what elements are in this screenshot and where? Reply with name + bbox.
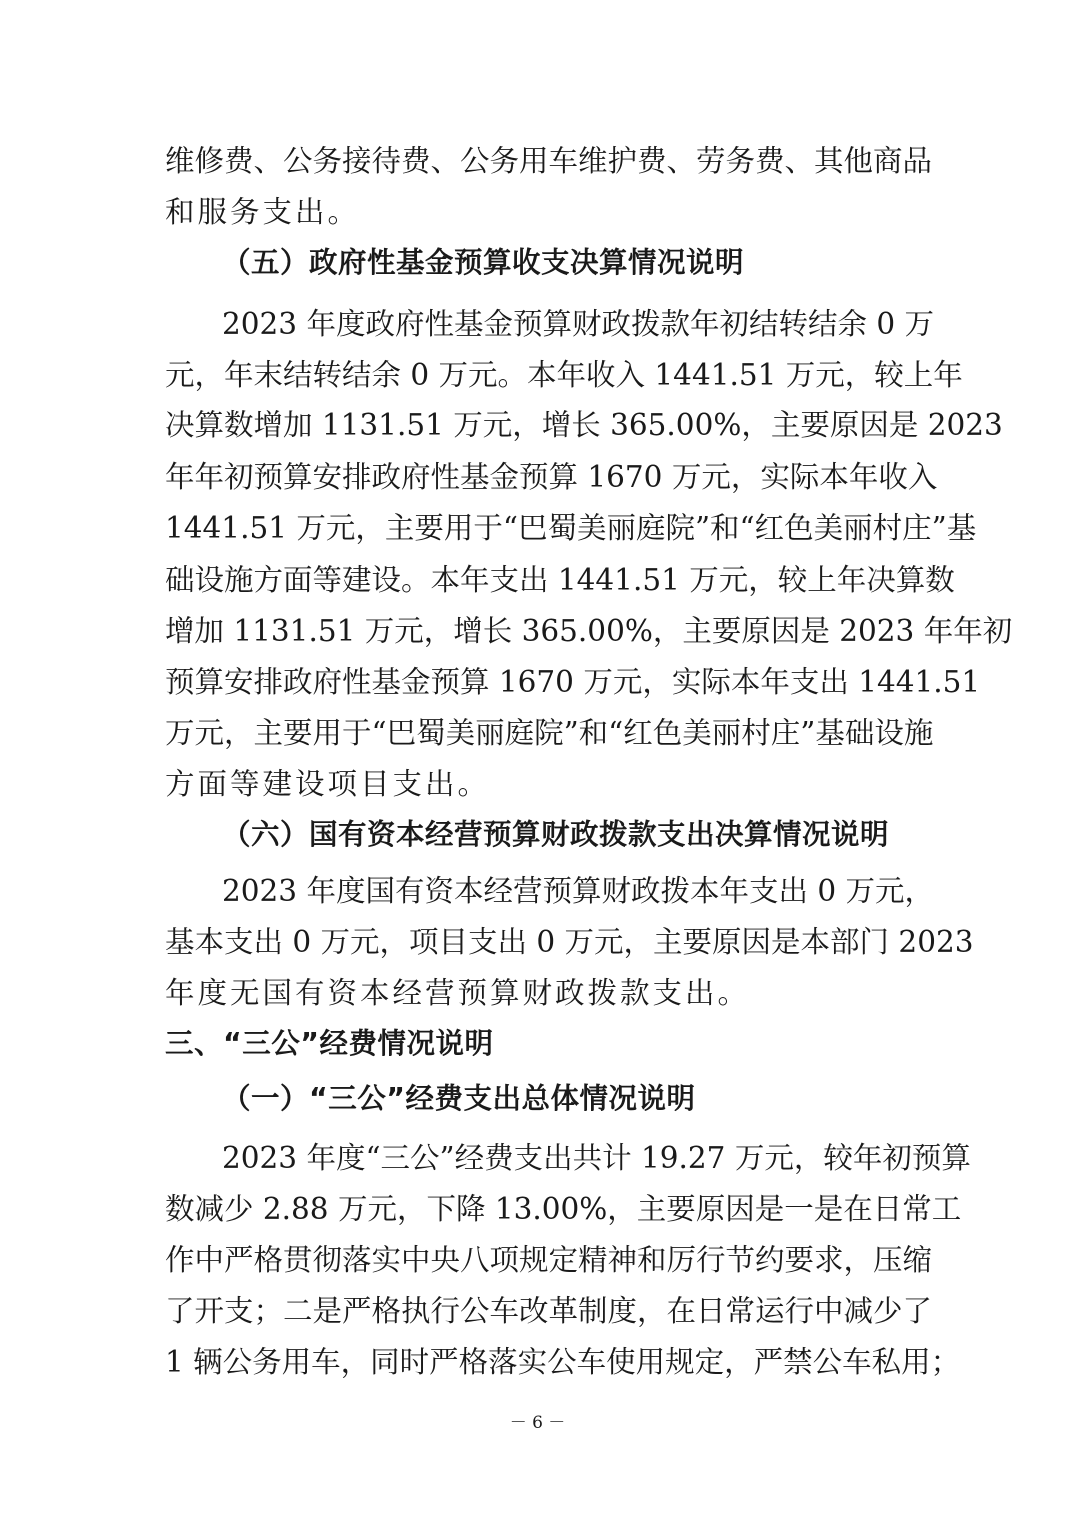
page-number: － 6 － [509, 1413, 566, 1433]
body-text-line: 基本支出 0 万元，项目支出 0 万元，主要原因是本部门 2023 [165, 925, 974, 959]
section-heading-5: （五）政府性基金预算收支决算情况说明 [222, 246, 745, 279]
body-text-line: 了开支；二是严格执行公车改革制度，在日常运行中减少了 [165, 1294, 933, 1328]
body-text-line: 数减少 2.88 万元，下降 13.00%，主要原因是一是在日常工 [165, 1192, 962, 1226]
body-text-line: 作中严格贯彻落实中央八项规定精神和厉行节约要求，压缩 [165, 1243, 933, 1277]
body-text-line: 年度无国有资本经营预算财政拨款支出。 [165, 976, 751, 1010]
body-text-line: 万元，主要用于“巴蜀美丽庭院”和“红色美丽村庄”基础设施 [165, 716, 934, 750]
body-text-line: 决算数增加 1131.51 万元，增长 365.00%，主要原因是 2023 [165, 408, 1003, 442]
body-text-line: 和服务支出。 [165, 195, 361, 229]
body-text-line: 维修费、公务接待费、公务用车维护费、劳务费、其他商品 [165, 144, 933, 178]
body-text-line: 础设施方面等建设。本年支出 1441.51 万元，较上年决算数 [165, 563, 955, 597]
body-text-line: 方面等建设项目支出。 [165, 767, 491, 801]
body-text-line: 2023 年度政府性基金预算财政拨款年初结转结余 0 万 [222, 307, 934, 341]
body-text-line: 元，年末结转结余 0 万元。本年收入 1441.51 万元，较上年 [165, 358, 963, 392]
body-text-line: 1441.51 万元，主要用于“巴蜀美丽庭院”和“红色美丽村庄”基 [165, 511, 977, 545]
body-text-line: 增加 1131.51 万元，增长 365.00%，主要原因是 2023 年年初 [165, 614, 1013, 648]
body-text-line: 2023 年度“三公”经费支出共计 19.27 万元，较年初预算 [222, 1141, 971, 1175]
section-heading-6: （六）国有资本经营预算财政拨款支出决算情况说明 [222, 818, 890, 851]
section-heading-1: （一）“三公”经费支出总体情况说明 [222, 1082, 696, 1115]
body-text-line: 年年初预算安排政府性基金预算 1670 万元，实际本年收入 [165, 460, 938, 494]
body-text-line: 预算安排政府性基金预算 1670 万元，实际本年支出 1441.51 [165, 665, 981, 699]
body-text-line: 1 辆公务用车，同时严格落实公车使用规定，严禁公车私用； [165, 1345, 961, 1379]
chapter-heading-3: 三、“三公”经费情况说明 [165, 1027, 494, 1060]
body-text-line: 2023 年度国有资本经营预算财政拨本年支出 0 万元， [222, 874, 934, 908]
